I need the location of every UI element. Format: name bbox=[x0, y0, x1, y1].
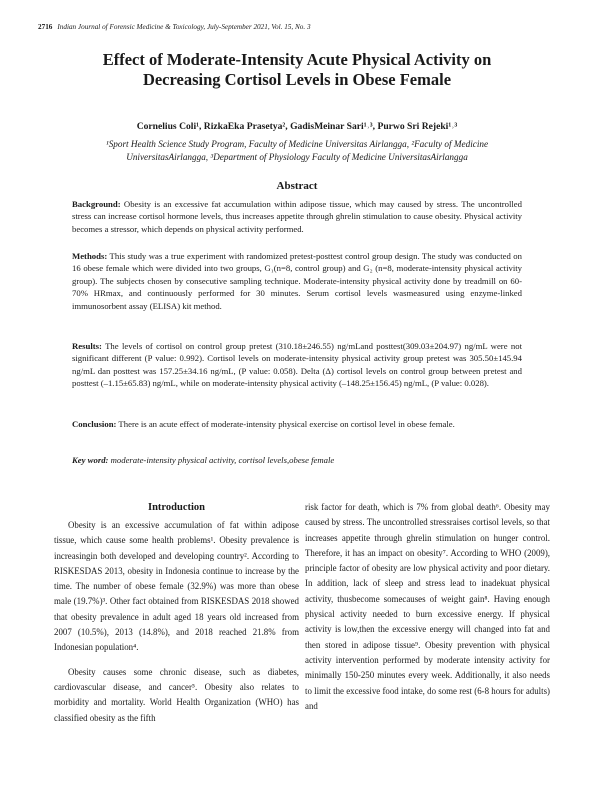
keywords bbox=[72, 455, 522, 465]
abstract-background bbox=[72, 198, 522, 235]
author-list: Cornelius Coli¹, RizkaEka Prasetya², GadisMeinar Sari¹˒³, Purwo Sri Rejeki¹˒³ bbox=[136, 121, 458, 132]
introduction-heading: Introduction bbox=[148, 502, 205, 513]
paper-title bbox=[40, 50, 554, 90]
intro-paragraph-1: Obesity is an excessive accumulation of fat within adipose tissue, which cause some health problems¹. Obesity prevalence is increasingin both developed and developing country². According to RISKESDAS 2013, obesity in Indonesia continue to increase by the time. The number of obese female (32.9%) was more than obese male (19.7%)³. Other fact obtained from RISKESDAS 2018 showed that obesity prevalence in adult aged 18 years old increased from 2007 (10.5%), 2013 (14.8%), and 2018 reached 21.8% from Indonesian population⁴. bbox=[54, 520, 299, 653]
affiliations bbox=[60, 138, 534, 164]
running-header bbox=[38, 23, 311, 31]
methods-text: This study was a true experiment with randomized pretest-posttest control group design. The study was conducted on 16 obese female which were divided into two groups, G₁(n=8, control group) and G₂ (n=8, moderate-intensity physical activity group). The subjects chosen by consecutive sampling technique. Moderate-intensity physical activity done by treadmill on 60-70% HRmax, and continuously performed for 30 minutes. Serum cortisol levels wasmeasured using enzyme-linked immunosorbent assay (ELISA) kit method. bbox=[72, 251, 522, 311]
intro-right-column bbox=[305, 500, 550, 723]
page-number: 2716 bbox=[38, 23, 53, 31]
keyword-label: Key word: bbox=[72, 455, 109, 465]
abstract-heading: Abstract bbox=[276, 180, 318, 192]
title-line-1: Effect of Moderate-Intensity Acute Physical Activity on bbox=[102, 50, 492, 69]
results-label: Results: bbox=[72, 341, 102, 351]
journal-citation: Indian Journal of Forensic Medicine & Toxicology, July-September 2021, Vol. 15, No. 3 bbox=[57, 23, 311, 31]
results-text: The levels of cortisol on control group pretest (310.18±246.55) ng/mLand posttest(309.03±204.97) ng/mL were not significant different (P value: 0.992). Cortisol levels on moderate-intensity physical activity group pretest was 305.50±145.94 ng/mL dan posttest was 157.25±34.16 ng/mL, (P value: 0.058). Delta (Δ) cortisol levels on control group between pretest and posttest (–1.15±65.83) ng/mL, while on moderate-intensity physical activity (–148.25±156.45) ng/mL, (P value: 0.028). bbox=[72, 341, 522, 389]
methods-label: Methods: bbox=[72, 251, 108, 261]
intro-paragraph-3: risk factor for death, which is 7% from global death⁶. Obesity may caused by stress. The uncontrolled stressraises cortisol levels, so that increases appetite through ghrelin stimulation on hunger control. Therefore, it has an impact on obesity⁷. According to WHO (2009), principle factor of obesity are low physical activity and poor dietary. In addition, lack of sleep and stress lead to inadekuat physical activity, thusbecome somecauses of weight gain⁸. Having enough physical activity needed to burn excessive energy. If physical activity is low,then the excessive energy will changed into fat and then stored in adipose tissue⁹. Obesity prevention with physical activity intervention performed by moderate intensity activity for minimally 150-250 minutes every week. Additionally, it also needs to limit the excessive food intake, do some rest (6-8 hours for adults) and bbox=[305, 502, 550, 711]
affiliation-line-1: ¹Sport Health Science Study Program, Faculty of Medicine Universitas Airlangga, ²Faculty of Medicine bbox=[105, 139, 489, 149]
affiliation-line-2: UniversitasAirlangga, ³Department of Physiology Faculty of Medicine UniversitasAirlangga bbox=[126, 152, 468, 162]
conclusion-text: There is an acute effect of moderate-intensity physical exercise on cortisol level in obese female. bbox=[116, 419, 455, 429]
abstract-results bbox=[72, 340, 522, 390]
keyword-text: moderate-intensity physical activity, cortisol levels,obese female bbox=[108, 455, 335, 465]
abstract-methods bbox=[72, 250, 522, 312]
intro-paragraph-2: Obesity causes some chronic disease, such as diabetes, cardiovascular disease, and cancer⁵. Obesity also relates to morbidity and mortality. World Health Organization (WHO) has classified obesity as the fifth bbox=[54, 666, 299, 723]
background-text: Obesity is an excessive fat accumulation within adipose tissue, which may caused by stress. The uncontrolled stress can increase cortisol hormone levels, thus increases appetite through ghrelin stimulation to cause obesity. Physical activity becomes a stressor, which depends on physical activity performed. bbox=[72, 199, 522, 234]
intro-left-column bbox=[54, 518, 299, 735]
abstract-conclusion bbox=[72, 418, 522, 430]
title-line-2: Decreasing Cortisol Levels in Obese Female bbox=[142, 70, 452, 89]
background-label: Background: bbox=[72, 199, 121, 209]
conclusion-label: Conclusion: bbox=[72, 419, 117, 429]
